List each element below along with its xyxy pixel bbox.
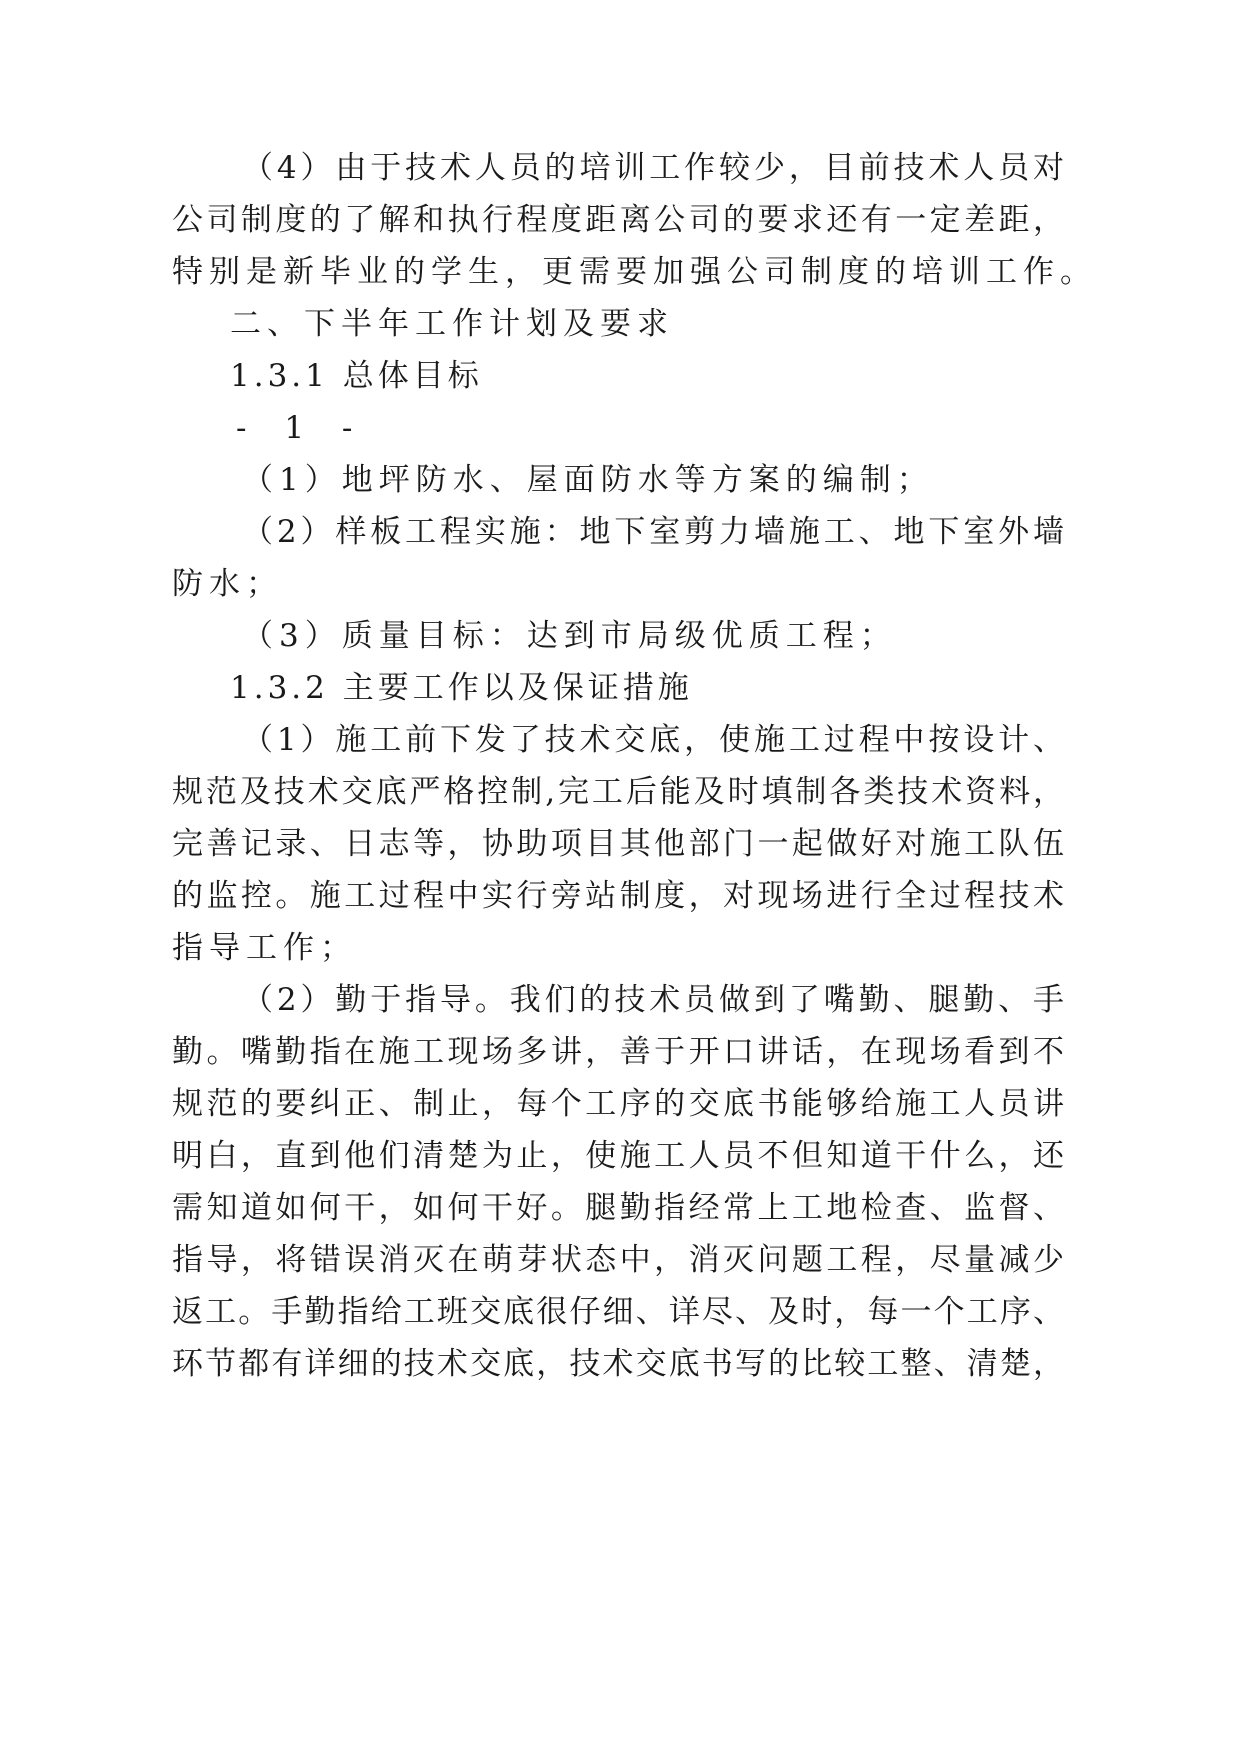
paragraph-line: 完善记录、日志等，协助项目其他部门一起做好对施工队伍 [172,826,1064,862]
paragraph-line: （4）由于技术人员的培训工作较少，目前技术人员对 [242,150,1064,186]
list-item: （1）施工前下发了技术交底，使施工过程中按设计、 [242,722,1064,758]
paragraph-line: 公司制度的了解和执行程度距离公司的要求还有一定差距， [172,202,1064,238]
paragraph-line: 防水； [172,566,283,602]
paragraph-line: 环节都有详细的技术交底，技术交底书写的比较工整、清楚， [172,1346,1064,1382]
list-item: （1）地坪防水、屋面防水等方案的编制； [242,462,934,498]
subsection-heading: 1.3.2 主要工作以及保证措施 [230,670,693,706]
paragraph-line: 明白，直到他们清楚为止，使施工人员不但知道干什么，还 [172,1138,1064,1174]
paragraph-line: 的监控。施工过程中实行旁站制度，对现场进行全过程技术 [172,878,1064,914]
list-item: （2）样板工程实施：地下室剪力墙施工、地下室外墙 [242,514,1064,550]
section-heading: 二、下半年工作计划及要求 [230,306,674,342]
paragraph-line: 特别是新毕业的学生，更需要加强公司制度的培训工作。 [172,254,1097,290]
paragraph-line: 规范及技术交底严格控制,完工后能及时填制各类技术资料， [172,774,1064,810]
list-item: （3）质量目标：达到市局级优质工程； [242,618,897,654]
paragraph-line: 规范的要纠正、制止，每个工序的交底书能够给施工人员讲 [172,1086,1064,1122]
list-item: （2）勤于指导。我们的技术员做到了嘴勤、腿勤、手 [242,982,1064,1018]
paragraph-line: 需知道如何干，如何干好。腿勤指经常上工地检查、监督、 [172,1190,1064,1226]
paragraph-line: 指导工作； [172,930,357,966]
subsection-heading: 1.3.1 总体目标 [230,358,483,394]
paragraph-line: 指导，将错误消灭在萌芽状态中，消灭问题工程，尽量减少 [172,1242,1064,1278]
paragraph-line: 勤。嘴勤指在施工现场多讲，善于开口讲话，在现场看到不 [172,1034,1064,1070]
paragraph-line: 返工。手勤指给工班交底很仔细、详尽、及时，每一个工序、 [172,1294,1064,1330]
page-number: - 1 - [236,410,367,446]
